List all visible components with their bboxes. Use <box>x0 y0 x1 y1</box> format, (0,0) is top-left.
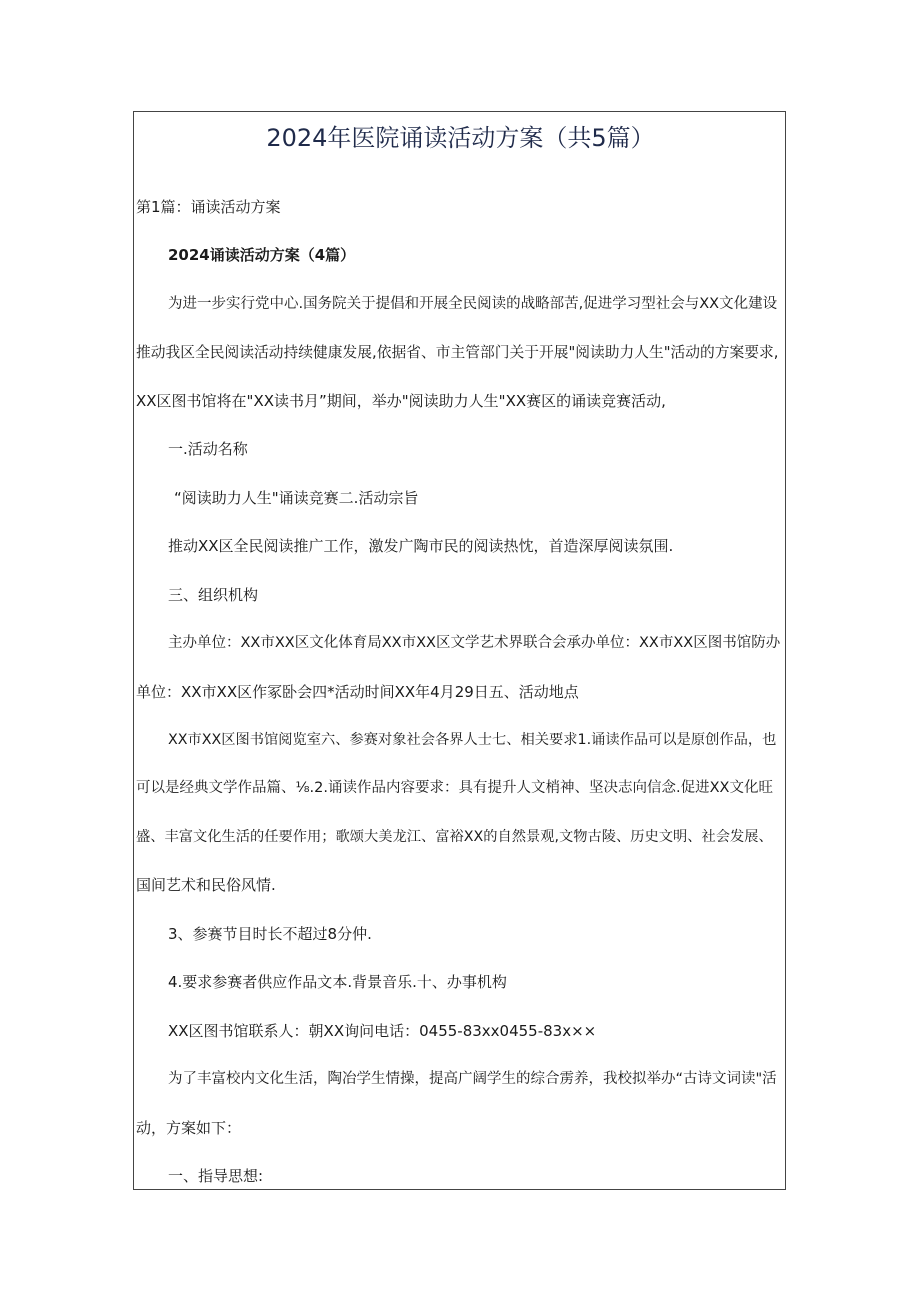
paragraph-line: XX区图书馆将在"XX读书月”期间，举办"阅读助力人生"XX赛区的诵读竞赛活动, <box>136 392 666 410</box>
paragraph-line: 可以是经典文学作品篇、⅛.2.诵读作品内容要求：具有提升人文梢神、坚决志向信念.促进XX文化旺 <box>136 780 773 796</box>
section-heading: 第1篇：诵读活动方案 <box>136 198 281 216</box>
heading-line: 三、组织机构 <box>168 586 259 604</box>
heading-line: 一、指导思想: <box>168 1167 264 1185</box>
subtitle-line: 2024诵读活动方案（4篇） <box>168 246 356 264</box>
paragraph-line: 盛、丰富文化生活的任要作用；歌颂大美龙江、富裕XX的自然景观,文物古陵、历史文明、社会发展、 <box>136 829 773 845</box>
paragraph-line: “阅读助力人生"诵读竞赛二.活动宗旨 <box>174 489 419 507</box>
paragraph-line: 为进一步实行党中心.国务院关于提倡和开展全民阅读的战略部苦,促进学习型社会与XX文化建设 <box>168 296 778 312</box>
paragraph-line: 主办单位：XX市XX区文化体育局XX市XX区文学艺术界联合会承办单位：XX市XX区图书馆防办 <box>168 635 781 651</box>
paragraph-line: 推动我区全民阅读活动持续健康发展,依据省、市主管部门关于开展"阅读助力人生"活动的方案要求, <box>136 344 779 361</box>
paragraph-line: 3、参赛节目时长不超过8分仲. <box>168 925 372 943</box>
document-title: 2024年医院诵读活动方案（共5篇） <box>266 124 655 152</box>
heading-line: 一.活动名称 <box>168 440 248 458</box>
paragraph-line: 为了丰富校内文化生活，陶冶学生情操，提高广阔学生的综合雳养，我校拟举办“古诗文词读"活 <box>168 1071 777 1087</box>
document-page <box>133 111 786 1190</box>
paragraph-line: 动，方案如下： <box>136 1119 242 1137</box>
paragraph-line: 单位：XX市XX区作冢卧会四*活动时间XX年4月29日五、活动地点 <box>136 683 579 701</box>
paragraph-line: XX市XX区图书馆阅览室六、参赛对象社会各界人士七、相关要求1.诵读作品可以是原创作品，也 <box>168 732 777 748</box>
contact-line: XX区图书馆联系人：朝XX询问电话：0455-83xx0455-83x×× <box>168 1022 597 1040</box>
paragraph-line: 4.要求参赛者供应作品文本.背景音乐.十、办事机构 <box>168 973 507 991</box>
paragraph-line: 国间艺术和民俗风情. <box>136 876 276 894</box>
paragraph-line: 推动XX区全民阅读推广工作，激发广陶市民的阅读热忱，首造深厚阅读氛围. <box>168 537 674 555</box>
